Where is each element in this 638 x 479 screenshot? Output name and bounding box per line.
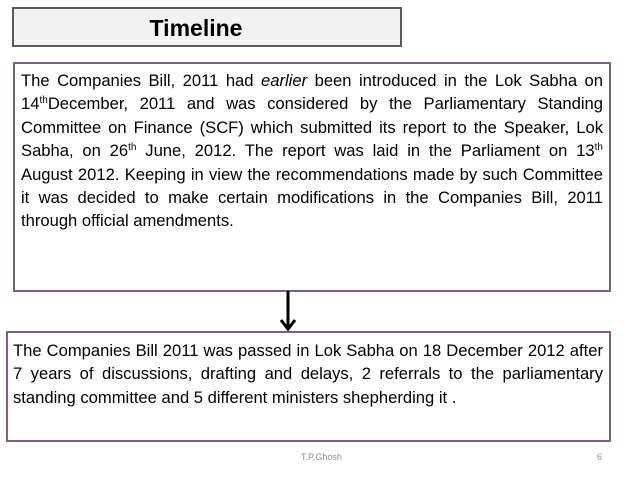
ordinal-suffix: th	[39, 95, 48, 107]
context-text-4: June, 2012. The report was laid in the Parliament on 13	[136, 141, 595, 161]
context-text-1: The Companies Bill, 2011 had	[21, 71, 261, 90]
context-text-box	[13, 62, 611, 292]
context-text-3: December, 2011 and was considered by the Parliamentary Standing Committee on Finance (SCF) which submitted its report to the Speaker, Lok Sabha, on 26	[21, 94, 603, 161]
outcome-paragraph: The Companies Bill 2011 was passed in Lok Sabha on 18 December 2012 after 7 years of discussions, drafting and delays, 2 referrals to the parliamentary standing committee and 5 different ministers shepherding it .	[13, 341, 603, 407]
outcome-text-box	[6, 331, 611, 442]
footer-author: T.P.Ghosh	[301, 452, 342, 462]
ordinal-suffix: th	[128, 142, 137, 154]
context-text-5: August 2012. Keeping in view the recommendations made by such Committee it was decided to make certain modifications in the Companies Bill, 2011 through official amendments.	[21, 164, 603, 231]
slide-number: 6	[597, 452, 603, 462]
context-text-2: been introduced in the Lok Sabha on 14	[21, 71, 604, 114]
ordinal-suffix: th	[594, 142, 603, 154]
title-box	[12, 7, 402, 47]
down-arrow-icon	[278, 291, 298, 332]
slide-title: Timeline	[149, 15, 243, 41]
context-paragraph	[15, 64, 609, 233]
context-text-emphasis: earlier	[261, 71, 308, 90]
